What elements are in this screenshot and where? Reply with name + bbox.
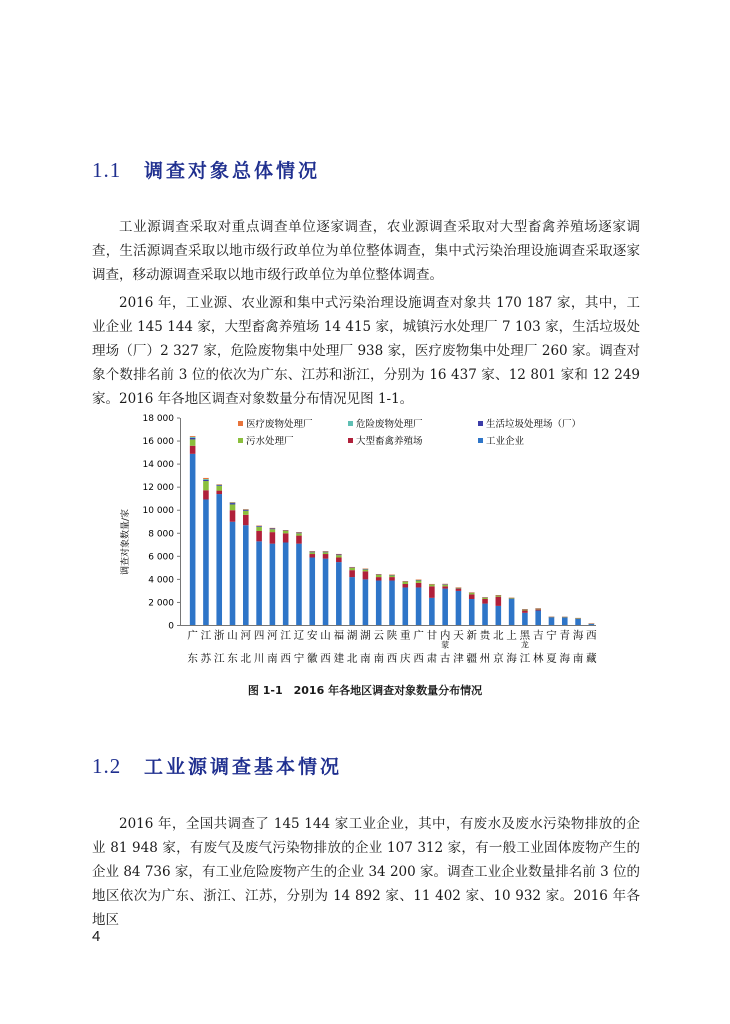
bar-segment [416, 581, 422, 583]
bar-segment [509, 599, 515, 626]
legend-swatch [348, 438, 353, 443]
legend-label: 工业企业 [486, 436, 525, 447]
section-number: 1.1 [92, 158, 122, 182]
bar-segment [389, 575, 395, 576]
x-tick-label: 湖南 [360, 629, 371, 665]
x-tick-label: 陕西 [386, 629, 398, 665]
bar-segment [456, 589, 462, 591]
bar-segment [549, 617, 555, 625]
bar-segment [283, 543, 289, 626]
bar-chart [110, 412, 670, 682]
bar-segment [243, 509, 249, 510]
bar-segment [575, 619, 581, 626]
x-tick-label: 甘肃 [426, 629, 438, 665]
bar-segment [283, 533, 289, 542]
bar-segment [323, 552, 329, 554]
bar-segment [349, 567, 355, 568]
bar-segment [562, 617, 568, 625]
bar-segment [190, 446, 196, 454]
bar-segment [216, 485, 222, 486]
y-tick-label: 12 000 [142, 483, 174, 494]
y-tick-label: 16 000 [142, 437, 174, 448]
bar-segment [203, 499, 209, 625]
bar-segment [402, 581, 408, 582]
bar-segment [376, 575, 382, 577]
bar-segment [256, 526, 262, 527]
bar-segment [256, 527, 262, 531]
bar-segment [309, 552, 315, 553]
bar-segment [203, 480, 209, 481]
x-tick-label: 吉林 [532, 629, 544, 665]
legend-label: 危险废物处理厂 [356, 419, 423, 430]
bar-segment [190, 438, 196, 439]
bar-segment [442, 585, 448, 586]
bar-segment [429, 586, 435, 598]
bar-segment [416, 587, 422, 625]
bar-segment [190, 439, 196, 445]
bar-segment [535, 609, 541, 610]
bar-segment [442, 586, 448, 588]
bar-segment [309, 554, 315, 557]
bar-segment [416, 580, 422, 581]
bar-segment [402, 582, 408, 584]
bar-segment [549, 617, 555, 618]
x-tick-label: 江西 [280, 629, 291, 665]
bar-segment [349, 568, 355, 570]
bar-segment [469, 593, 475, 594]
bar-segment [363, 570, 369, 572]
paragraph: 工业源调查采取对重点调查单位逐家调查，农业源调查采取对大型畜禽养殖场逐家调查，生活源调查采取以地市级行政单位为单位整体调查，集中式污染治理设施调查采取逐家调查，移动源调查采取以地市级行政单位为单位整体调查。 [92, 219, 640, 283]
x-tick-label: 安徽 [307, 629, 318, 665]
x-tick-label: 江苏 [200, 629, 212, 665]
x-tick-label: 贵州 [479, 629, 491, 665]
bar-segment [575, 618, 581, 619]
x-tick-label: 云南 [373, 629, 384, 665]
bar-segment [482, 604, 488, 626]
bar-segment [429, 598, 435, 626]
x-tick-label: 宁夏 [546, 629, 557, 665]
bar-segment [243, 525, 249, 625]
legend-swatch [478, 438, 483, 443]
bar-segment [336, 554, 342, 555]
bar-segment [349, 577, 355, 625]
bar-segment [296, 536, 302, 544]
bar-segment [363, 571, 369, 579]
page-number: 4 [92, 928, 101, 945]
bar-segment [230, 504, 236, 510]
x-tick-label: 西藏 [586, 629, 597, 665]
bar-segment [230, 510, 236, 522]
bar-segment [376, 577, 382, 580]
bar-segment [296, 533, 302, 535]
bar-segment [456, 591, 462, 626]
bar-segment [496, 597, 502, 606]
bar-segment [389, 581, 395, 626]
bar-segment [283, 531, 289, 533]
bar-segment [296, 533, 302, 534]
bar-segment [363, 569, 369, 570]
bar-segment [496, 596, 502, 597]
paragraph: 2016 年，工业源、农业源和集中式污染治理设施调查对象共 170 187 家，其中，工业企业 145 144 家，大型畜禽养殖场 14 415 家，城镇污水处理厂 7 103 家，生活垃圾处理场（厂）2 327 家，危险废物集中处理厂 938 家，医疗废物集中处理厂 260 家。调查对象个数排名前 3 位的依次为广东、江苏和浙江，分别为 16 437 家、12 801 家和 12 249 家。2016 年各地区调查对象数量分布情况见图 1-1。 [92, 295, 640, 407]
legend-label: 大型畜禽养殖场 [356, 436, 423, 447]
bar-segment [243, 511, 249, 515]
x-tick-label: 海南 [572, 629, 584, 665]
bar-segment [323, 559, 329, 626]
bar-segment [203, 490, 209, 499]
bar-segment [283, 530, 289, 531]
bar-segment [562, 617, 568, 618]
bar-segment [309, 552, 315, 554]
bar-segment [203, 479, 209, 480]
bar-segment [270, 529, 276, 532]
bar-segment [230, 503, 236, 504]
x-tick-label: 山东 [227, 629, 238, 665]
bar-segment [323, 554, 329, 559]
bar-segment [190, 454, 196, 626]
bar-segment [270, 544, 276, 626]
x-tick-label: 天津 [453, 629, 464, 665]
bar-segment [336, 562, 342, 625]
bar-segment [216, 491, 222, 494]
bar-segment [522, 609, 528, 610]
bar-segment [402, 587, 408, 625]
bar-segment [402, 584, 408, 587]
bar-segment [203, 478, 209, 479]
bar-segment [296, 532, 302, 533]
bar-segment [535, 608, 541, 609]
x-tick-label: 广东 [187, 629, 198, 665]
x-tick-label: 重庆 [400, 629, 411, 665]
bar-segment [256, 526, 262, 527]
y-tick-label: 14 000 [142, 460, 174, 471]
bar-segment [323, 551, 329, 552]
x-tick-label: 湖北 [346, 629, 358, 665]
section-title: 调查对象总体情况 [144, 160, 321, 182]
bar-segment [589, 623, 595, 624]
figure-caption: 图 1-1 2016 年各地区调查对象数量分布情况 [247, 684, 483, 697]
bar-segment [309, 551, 315, 552]
paragraph: 2016 年，全国共调查了 145 144 家工业企业，其中，有废水及废水污染物排放的企业 81 948 家，有废气及废气污染物排放的企业 107 312 家，有一般工业固体废物产生的企业 84 736 家，有工业危险废物产生的企业 34 200 家。调查工业企业数量排名前 3 位的地区依次为广东、浙江、江苏，分别为 14 892 家、11 402 家、10 932 家。2016 年各地区 [92, 816, 640, 928]
legend-swatch [348, 421, 353, 426]
bar-segment [442, 589, 448, 626]
y-tick-label: 0 [168, 621, 174, 632]
bar-segment [469, 599, 475, 626]
y-tick-label: 10 000 [142, 506, 174, 517]
bar-segment [482, 598, 488, 599]
section-heading-1 [92, 156, 320, 183]
bar-segment [482, 597, 488, 598]
legend-swatch [238, 438, 243, 443]
bar-segment [336, 557, 342, 562]
bar-segment [482, 599, 488, 604]
bar-segment [522, 613, 528, 626]
bar-segment [256, 541, 262, 625]
x-tick-label: 河北 [240, 629, 252, 665]
bar-segment [363, 579, 369, 625]
bar-segment [376, 581, 382, 626]
bar-segment [270, 528, 276, 529]
bar-segment [376, 574, 382, 575]
y-axis-label: 调查对象数量/家 [121, 508, 131, 576]
legend-label: 医疗废物处理厂 [246, 419, 313, 430]
bar-segment [216, 484, 222, 485]
bar-segment [469, 592, 475, 593]
bar-segment [496, 606, 502, 626]
bar-segment [216, 494, 222, 625]
x-tick-label: 四川 [253, 629, 265, 665]
x-tick-label: 山西 [320, 629, 331, 665]
legend-swatch [238, 421, 243, 426]
x-tick-label: 青海 [559, 629, 571, 665]
x-tick-label: 福建 [333, 629, 345, 665]
bar-segment [389, 577, 395, 580]
x-tick-label: 上海 [506, 629, 517, 665]
bar-segment [469, 594, 475, 599]
bar-segment [416, 583, 422, 588]
section-number: 1.2 [92, 754, 122, 778]
bar-segment [309, 557, 315, 625]
x-tick-label: 内蒙古 [439, 629, 451, 665]
section-title: 工业源调查基本情况 [144, 756, 343, 778]
legend-swatch [478, 421, 483, 426]
x-tick-label: 黑龙江 [519, 629, 531, 665]
legend-label: 生活垃圾处理场（厂） [486, 419, 582, 430]
bar-segment [429, 585, 435, 587]
y-tick-label: 6 000 [148, 552, 174, 563]
bar-segment [203, 481, 209, 490]
bar-segment [336, 555, 342, 557]
x-tick-label: 广西 [413, 629, 424, 665]
x-tick-label: 新疆 [466, 629, 477, 665]
x-tick-label: 河南 [267, 629, 278, 665]
bar-segment [230, 502, 236, 503]
bar-segment [190, 437, 196, 438]
y-tick-label: 18 000 [142, 414, 174, 424]
y-tick-label: 4 000 [148, 575, 174, 586]
bar-segment [190, 436, 196, 437]
bar-segment [243, 510, 249, 511]
section-heading-2 [92, 752, 342, 779]
bar-segment [509, 598, 515, 599]
bar-segment [296, 544, 302, 626]
bar-segment [270, 532, 276, 544]
bar-segment [349, 570, 355, 577]
bar-segment [389, 575, 395, 577]
bar-segment [256, 531, 262, 541]
x-tick-label: 辽宁 [293, 629, 305, 665]
bar-segment [496, 595, 502, 596]
bar-segment [522, 611, 528, 613]
bar-segment [535, 611, 541, 626]
legend-label: 污水处理厂 [246, 436, 294, 447]
bar-segment [243, 515, 249, 525]
y-tick-label: 2 000 [148, 598, 174, 609]
bar-segment [216, 486, 222, 491]
x-tick-label: 北京 [493, 629, 504, 665]
bar-segment [456, 587, 462, 588]
y-tick-label: 8 000 [148, 529, 174, 540]
bar-segment [230, 522, 236, 626]
bar-segment [442, 584, 448, 585]
x-tick-label: 浙江 [213, 629, 225, 665]
bar-segment [429, 584, 435, 585]
